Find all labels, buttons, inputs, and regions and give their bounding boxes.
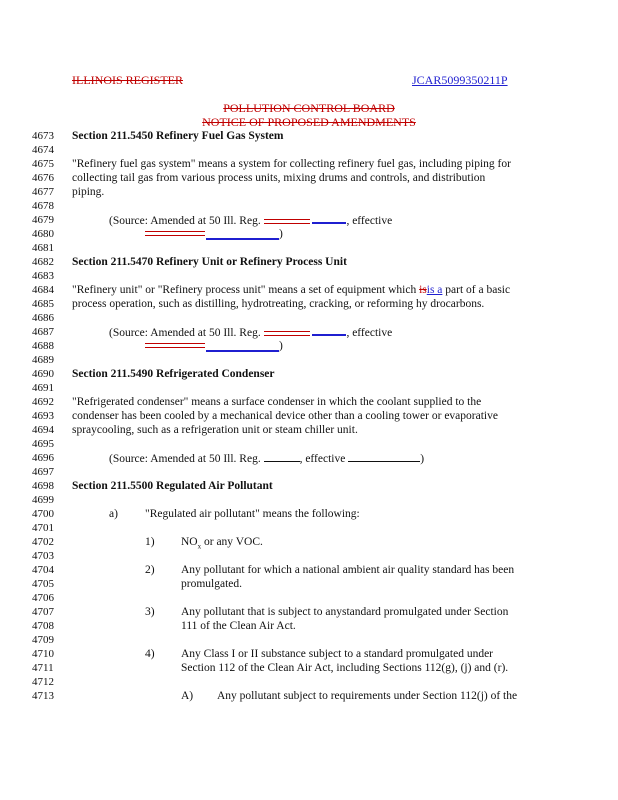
- body-text: piping.: [72, 186, 105, 198]
- line-number: 4701: [32, 522, 54, 534]
- line-number: 4698: [32, 480, 54, 492]
- line-number: 4681: [32, 242, 54, 254]
- board-title: POLLUTION CONTROL BOARD: [223, 101, 395, 115]
- deleted-blank: [264, 214, 310, 224]
- body-text: 111 of the Clean Air Act.: [181, 620, 296, 632]
- line: [32, 199, 592, 213]
- line-number: 4688: [32, 340, 54, 352]
- line: [32, 577, 592, 591]
- item-label: 2): [145, 564, 155, 576]
- inserted-rule: [206, 238, 279, 240]
- line: [32, 409, 592, 423]
- deleted-rule: [145, 347, 205, 348]
- line: [32, 591, 592, 605]
- line: [32, 269, 592, 283]
- line-number: 4702: [32, 536, 54, 548]
- line: [32, 297, 592, 311]
- line: [32, 675, 592, 689]
- line: [32, 395, 592, 409]
- line-number: 4710: [32, 648, 54, 660]
- closing-paren: ): [279, 228, 283, 240]
- line: [32, 143, 592, 157]
- item-label: 4): [145, 648, 155, 660]
- line: [32, 647, 592, 661]
- body-text: Any pollutant that is subject to anystandard promulgated under Section: [181, 606, 509, 618]
- line: [32, 283, 592, 297]
- line-number: 4703: [32, 550, 54, 562]
- line: [32, 255, 592, 269]
- line-number: 4692: [32, 396, 54, 408]
- line: [32, 535, 592, 549]
- line: [32, 213, 592, 227]
- line: [32, 563, 592, 577]
- body-text: "Refinery fuel gas system" means a system for collecting refinery fuel gas, including piping for: [72, 158, 511, 170]
- line-number: 4707: [32, 606, 54, 618]
- source-note: (Source: Amended at 50 Ill. Reg. , effective: [109, 215, 393, 227]
- header-right: JCAR5099350211P: [412, 73, 508, 87]
- line-number: 4680: [32, 228, 54, 240]
- line-number: 4713: [32, 690, 54, 702]
- body-text: spraycooling, such as a refrigeration unit or steam chiller unit.: [72, 424, 358, 436]
- line-number: 4709: [32, 634, 54, 646]
- line: [32, 423, 592, 437]
- line-number: 4691: [32, 382, 54, 394]
- closing-paren: ): [279, 340, 283, 352]
- line-number: 4700: [32, 508, 54, 520]
- line: [32, 185, 592, 199]
- line-number: 4687: [32, 326, 54, 338]
- item-label: A): [181, 690, 194, 702]
- line: [32, 493, 592, 507]
- body-text: collecting tail gas from various process units, mixing drums and controls, and distribution: [72, 172, 486, 184]
- line: [32, 451, 592, 465]
- blank-line: [264, 451, 300, 462]
- line-number: 4673: [32, 130, 54, 142]
- line: [32, 661, 592, 675]
- deleted-rule: [145, 343, 205, 344]
- line: [32, 633, 592, 647]
- line-number: 4689: [32, 354, 54, 366]
- body-text: "Refrigerated condenser" means a surface condenser in which the coolant supplied to the: [72, 396, 482, 408]
- line: [32, 689, 592, 703]
- line: [32, 507, 592, 521]
- line-number: 4690: [32, 368, 54, 380]
- line: [32, 367, 592, 381]
- body-text: promulgated.: [181, 578, 242, 590]
- line-number: 4695: [32, 438, 54, 450]
- line-number: 4679: [32, 214, 54, 226]
- item-label: 3): [145, 606, 155, 618]
- line-number: 4675: [32, 158, 54, 170]
- line: [32, 465, 592, 479]
- body-text: Any pollutant subject to requirements under Section 112(j) of the: [217, 690, 518, 702]
- body-text: "Regulated air pollutant" means the following:: [145, 508, 360, 520]
- line-number: 4705: [32, 578, 54, 590]
- item-label: 1): [145, 536, 155, 548]
- line: [32, 437, 592, 451]
- line-number: 4696: [32, 452, 54, 464]
- line-number: 4677: [32, 186, 54, 198]
- line: [32, 325, 592, 339]
- line-number: 4693: [32, 410, 54, 422]
- line: [32, 227, 592, 241]
- body-text: Any Class I or II substance subject to a standard promulgated under: [181, 648, 494, 660]
- deleted-blank: [264, 326, 310, 336]
- line-number: 4699: [32, 494, 54, 506]
- line: [32, 157, 592, 171]
- line-number: 4694: [32, 424, 54, 436]
- line: [32, 311, 592, 325]
- inserted-text: is a: [426, 284, 443, 296]
- line: [32, 339, 592, 353]
- deleted-rule: [145, 231, 205, 232]
- source-note: (Source: Amended at 50 Ill. Reg. , effective ): [109, 453, 425, 465]
- body-text: Any pollutant for which a national ambient air quality standard has been: [181, 564, 515, 576]
- body-text: $NO_x$ or any VOC.: [181, 536, 263, 551]
- line-number: 4697: [32, 466, 54, 478]
- body-text: process operation, such as distilling, hydrotreating, cracking, or reforming hy drocarbons.: [72, 298, 485, 310]
- header-left: ILLINOIS REGISTER: [72, 73, 183, 87]
- line-number: 4706: [32, 592, 54, 604]
- line: [32, 521, 592, 535]
- source-note: (Source: Amended at 50 Ill. Reg. , effective: [109, 327, 393, 339]
- line-number: 4684: [32, 284, 54, 296]
- line-number: 4712: [32, 676, 54, 688]
- line: [32, 479, 592, 493]
- line: [32, 241, 592, 255]
- body-text: "Refinery unit" or "Refinery process unit" means a set of equipment which isis a part of a basic: [72, 284, 511, 296]
- section-heading: Section 211.5450 Refinery Fuel Gas System: [72, 130, 284, 142]
- line: [32, 619, 592, 633]
- line: [32, 129, 592, 143]
- body-text: Section 112 of the Clean Air Act, including Sections 112(g), (j) and (r).: [181, 662, 509, 674]
- inserted-blank: [312, 213, 346, 224]
- section-heading: Section 211.5500 Regulated Air Pollutant: [72, 480, 273, 492]
- notice-title: NOTICE OF PROPOSED AMENDMENTS: [202, 115, 416, 129]
- line-number: 4683: [32, 270, 54, 282]
- line-number: 4704: [32, 564, 54, 576]
- line: [32, 381, 592, 395]
- line-number: 4676: [32, 172, 54, 184]
- line-number: 4708: [32, 620, 54, 632]
- line: [32, 605, 592, 619]
- line: [32, 549, 592, 563]
- line-number: 4678: [32, 200, 54, 212]
- line-number: 4682: [32, 256, 54, 268]
- item-label: a): [109, 508, 118, 520]
- inserted-rule: [206, 350, 279, 352]
- body-text: condenser has been cooled by a mechanical device other than a cooling tower or evaporative: [72, 410, 498, 422]
- section-heading: Section 211.5470 Refinery Unit or Refinery Process Unit: [72, 256, 347, 268]
- deleted-rule: [145, 235, 205, 236]
- inserted-blank: [312, 325, 346, 336]
- section-heading: Section 211.5490 Refrigerated Condenser: [72, 368, 275, 380]
- line-number: 4674: [32, 144, 54, 156]
- line-number: 4685: [32, 298, 54, 310]
- line-number: 4711: [32, 662, 54, 674]
- blank-line: [348, 451, 420, 462]
- line-number: 4686: [32, 312, 54, 324]
- line: [32, 171, 592, 185]
- deleted-text: is: [419, 284, 427, 296]
- line: [32, 353, 592, 367]
